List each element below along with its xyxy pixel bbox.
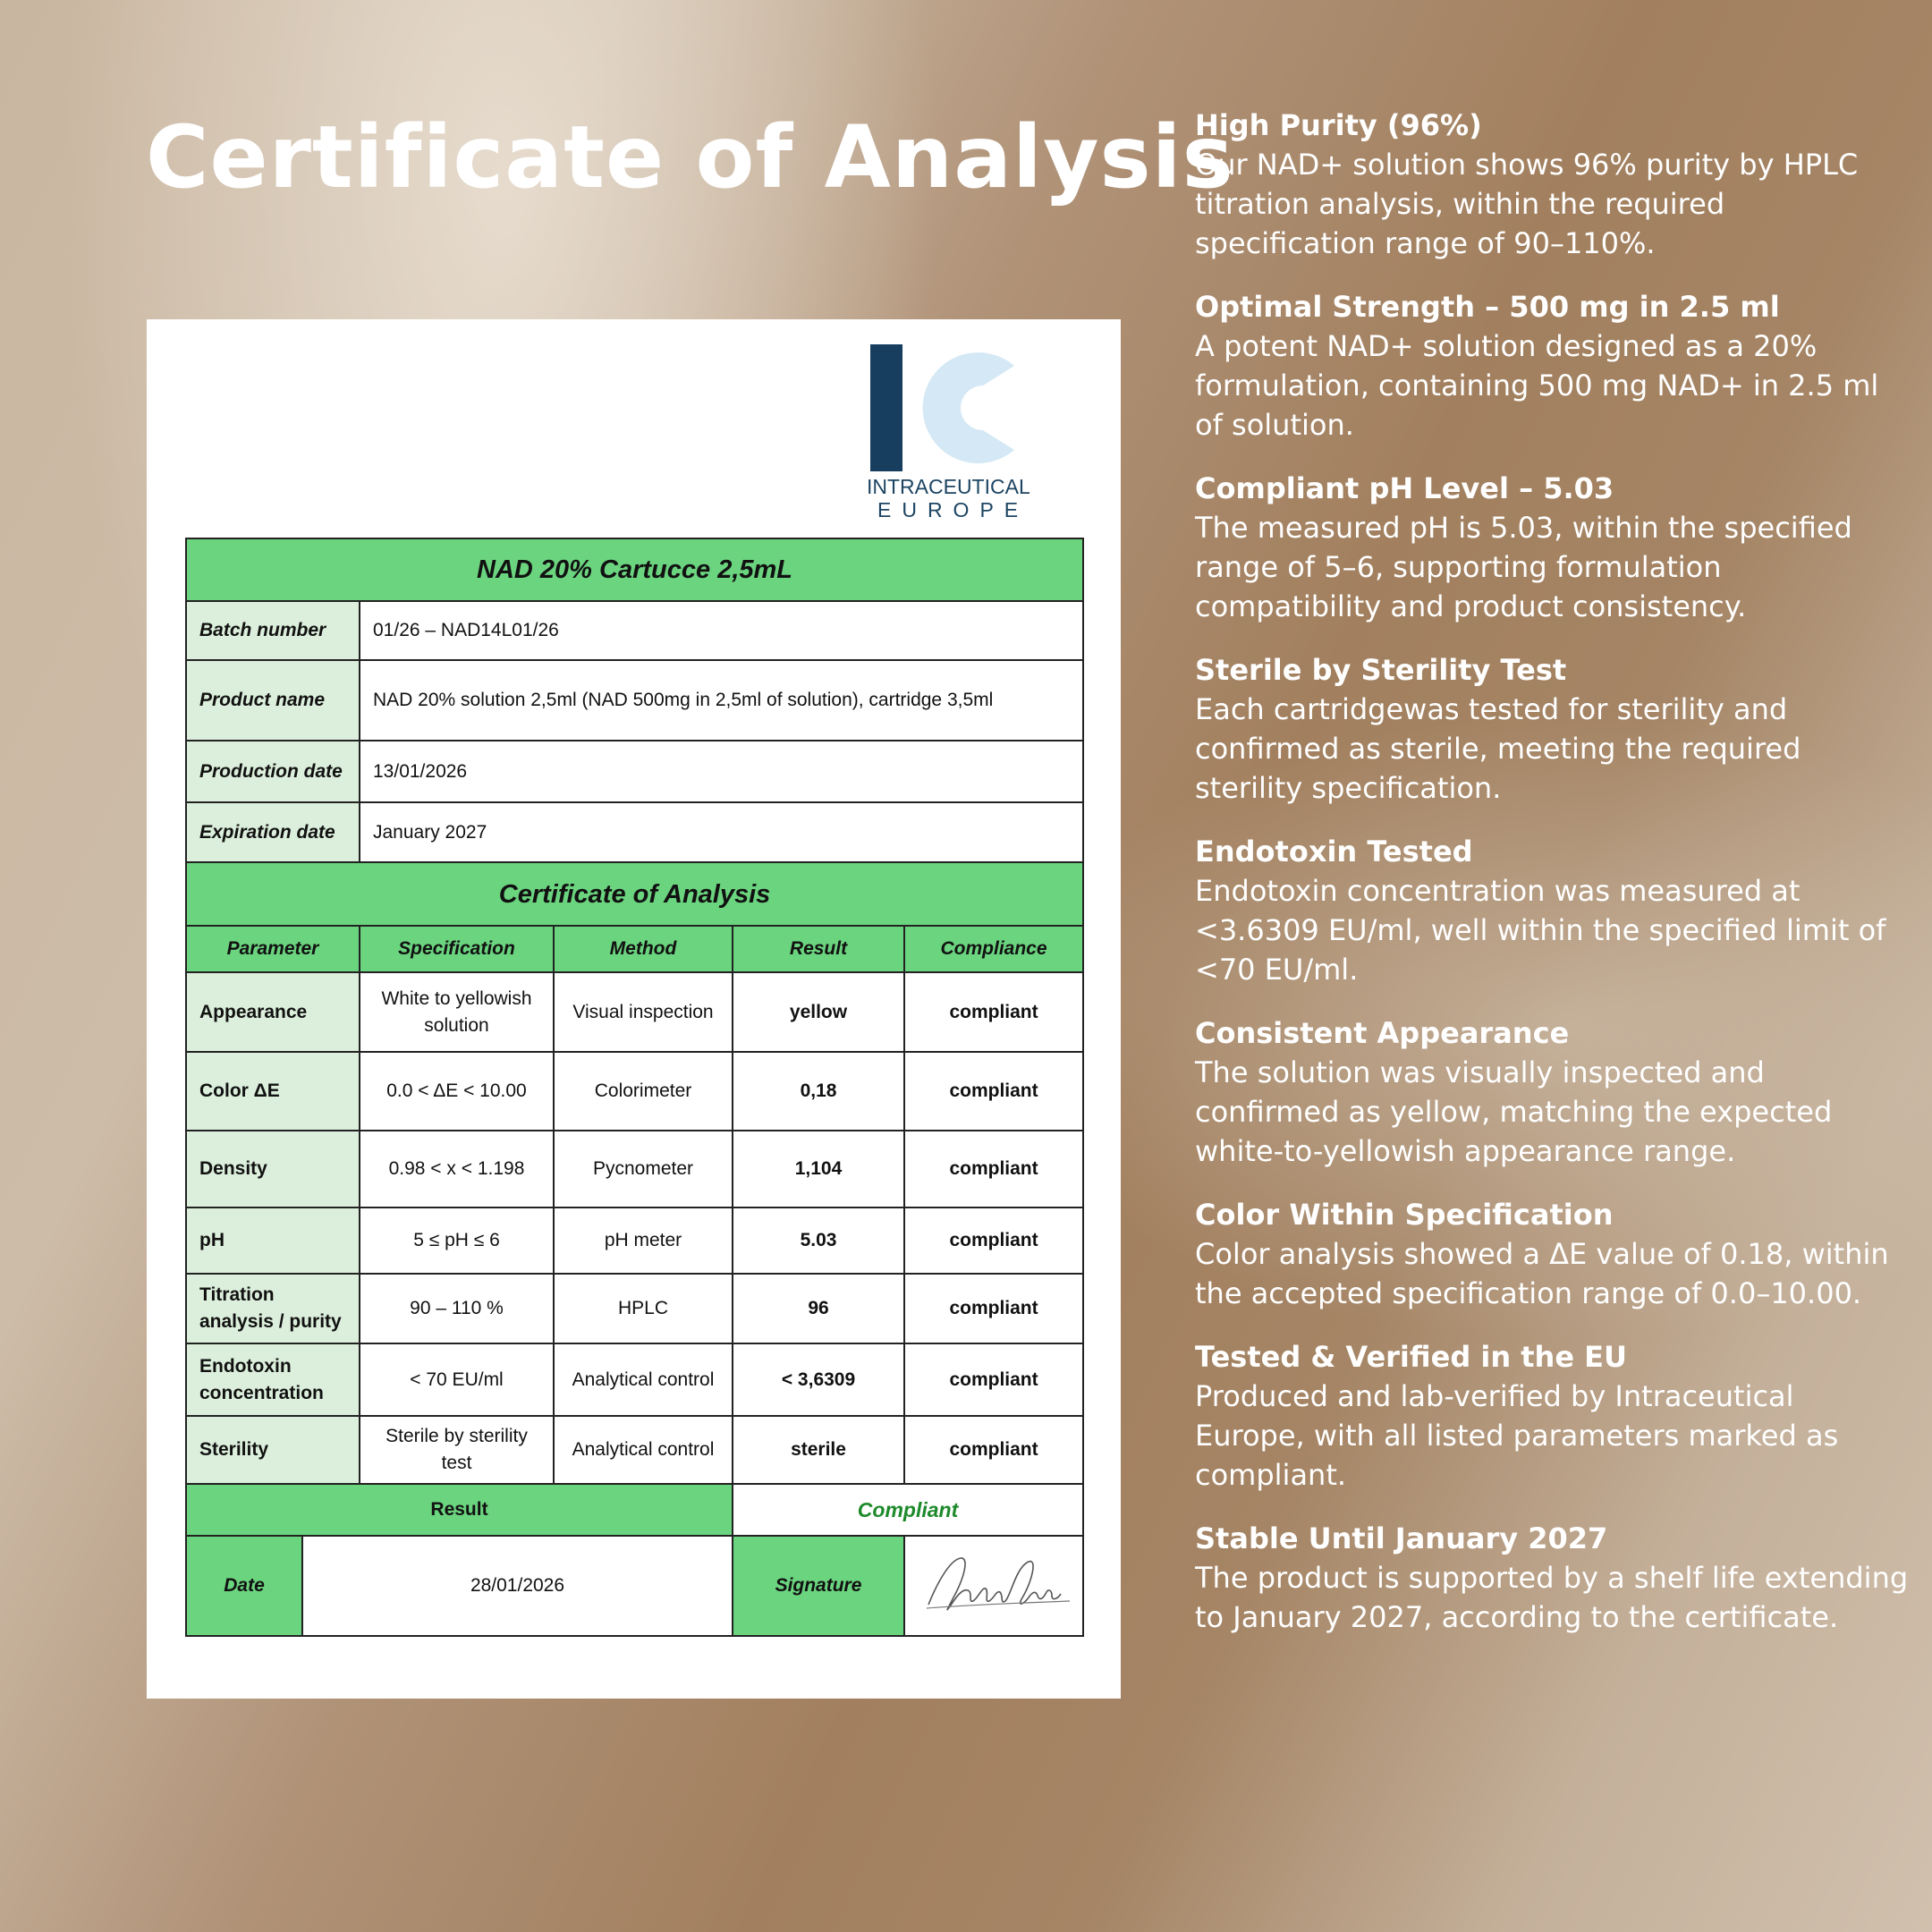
feature-item	[1195, 832, 1911, 989]
table-row	[186, 1208, 1083, 1274]
ic-logo-icon	[867, 344, 1019, 471]
parameter-cell: Appearance	[186, 972, 360, 1052]
parameter-cell: Sterility	[186, 1416, 360, 1484]
compliance-cell: compliant	[904, 1131, 1083, 1208]
compliance-cell: compliant	[904, 1208, 1083, 1274]
column-header: Compliance	[904, 926, 1083, 972]
info-label: Batch number	[186, 601, 360, 660]
parameter-cell: Titration analysis / purity	[186, 1274, 360, 1343]
compliance-cell: compliant	[904, 1052, 1083, 1131]
info-value-production-date: 13/01/2026	[360, 741, 1083, 802]
column-header: Result	[733, 926, 904, 972]
info-value-batch: 01/26 – NAD14L01/26	[360, 601, 1083, 660]
feature-item	[1195, 650, 1911, 808]
feature-list	[1195, 106, 1911, 1661]
feature-body: The measured pH is 5.03, within the specified range of 5–6, supporting formulation compatibility and product consistency.	[1195, 511, 1852, 623]
feature-title: High Purity (96%)	[1195, 108, 1482, 142]
column-header: Parameter	[186, 926, 360, 972]
specification-cell: White to yellowish solution	[360, 972, 554, 1052]
feature-title: Sterile by Sterility Test	[1195, 653, 1567, 687]
page-title: Certificate of Analysis	[146, 107, 1234, 208]
feature-item	[1195, 287, 1911, 445]
result-cell: < 3,6309	[733, 1343, 904, 1416]
table-row	[186, 1131, 1083, 1208]
table-row	[186, 1343, 1083, 1416]
feature-body: Color analysis showed a ΔE value of 0.18, within the accepted specification range of 0.0–10.00.	[1195, 1237, 1889, 1310]
method-cell: Analytical control	[554, 1343, 733, 1416]
date-value: 28/01/2026	[302, 1536, 733, 1636]
compliance-cell: compliant	[904, 972, 1083, 1052]
certificate-document	[147, 319, 1121, 1699]
feature-body: Endotoxin concentration was measured at <3.6309 EU/ml, well within the specified limit of <70 EU/ml.	[1195, 874, 1886, 987]
method-cell: Analytical control	[554, 1416, 733, 1484]
section-title: Certificate of Analysis	[186, 862, 1083, 926]
feature-body: The product is supported by a shelf life extending to January 2027, according to the certificate.	[1195, 1561, 1909, 1634]
result-cell: sterile	[733, 1416, 904, 1484]
specification-cell: 0.0 < ΔE < 10.00	[360, 1052, 554, 1131]
feature-item	[1195, 1337, 1911, 1495]
method-cell: Pycnometer	[554, 1131, 733, 1208]
parameter-cell: Density	[186, 1131, 360, 1208]
feature-title: Optimal Strength – 500 mg in 2.5 ml	[1195, 290, 1780, 324]
info-label: Expiration date	[186, 802, 360, 862]
column-header: Method	[554, 926, 733, 972]
company-logo	[867, 344, 1030, 521]
parameter-cell: Color ΔE	[186, 1052, 360, 1131]
result-cell: 1,104	[733, 1131, 904, 1208]
feature-body: Produced and lab-verified by Intraceutical Europe, with all listed parameters marked as compliant.	[1195, 1379, 1839, 1492]
feature-item	[1195, 106, 1911, 263]
signature-label: Signature	[733, 1536, 904, 1636]
method-cell: Visual inspection	[554, 972, 733, 1052]
compliance-cell: compliant	[904, 1274, 1083, 1343]
specification-cell: < 70 EU/ml	[360, 1343, 554, 1416]
feature-body: The solution was visually inspected and confirmed as yellow, matching the expected white-to-yellowish appearance range.	[1195, 1055, 1833, 1168]
info-value-expiration-date: January 2027	[360, 802, 1083, 862]
method-cell: HPLC	[554, 1274, 733, 1343]
column-header: Specification	[360, 926, 554, 972]
result-label: Result	[186, 1484, 733, 1536]
parameter-cell: Endotoxin concentration	[186, 1343, 360, 1416]
method-cell: pH meter	[554, 1208, 733, 1274]
feature-item	[1195, 469, 1911, 626]
info-label: Production date	[186, 741, 360, 802]
feature-title: Stable Until January 2027	[1195, 1521, 1608, 1555]
info-value-product: NAD 20% solution 2,5ml (NAD 500mg in 2,5ml of solution), cartridge 3,5ml	[360, 660, 1083, 741]
method-cell: Colorimeter	[554, 1052, 733, 1131]
specification-cell: 5 ≤ pH ≤ 6	[360, 1208, 554, 1274]
specification-cell: 0.98 < x < 1.198	[360, 1131, 554, 1208]
compliance-cell: compliant	[904, 1343, 1083, 1416]
table-row	[186, 1274, 1083, 1343]
certificate-table	[185, 538, 1084, 1637]
feature-body: Each cartridgewas tested for sterility and confirmed as sterile, meeting the required sterility specification.	[1195, 692, 1801, 805]
feature-title: Color Within Specification	[1195, 1198, 1614, 1232]
specification-cell: Sterile by sterility test	[360, 1416, 554, 1484]
specification-cell: 90 – 110 %	[360, 1274, 554, 1343]
compliance-cell: compliant	[904, 1416, 1083, 1484]
signature-drawing	[918, 1542, 1079, 1623]
signature-cell	[904, 1536, 1083, 1636]
result-cell: yellow	[733, 972, 904, 1052]
table-row	[186, 1052, 1083, 1131]
feature-title: Tested & Verified in the EU	[1195, 1340, 1628, 1374]
feature-body: A potent NAD+ solution designed as a 20% formulation, containing 500 mg NAD+ in 2.5 ml of solution.	[1195, 329, 1879, 442]
result-cell: 0,18	[733, 1052, 904, 1131]
logo-company-name: INTRACEUTICAL	[867, 475, 1030, 498]
result-value: Compliant	[733, 1484, 1083, 1536]
product-title: NAD 20% Cartucce 2,5mL	[186, 538, 1083, 601]
feature-title: Consistent Appearance	[1195, 1016, 1570, 1050]
feature-title: Endotoxin Tested	[1195, 835, 1473, 869]
feature-title: Compliant pH Level – 5.03	[1195, 471, 1614, 505]
result-cell: 5.03	[733, 1208, 904, 1274]
logo-company-region: EUROPE	[877, 498, 1030, 521]
feature-item	[1195, 1013, 1911, 1171]
info-label: Product name	[186, 660, 360, 741]
parameter-cell: pH	[186, 1208, 360, 1274]
date-label: Date	[186, 1536, 302, 1636]
table-row	[186, 972, 1083, 1052]
feature-item	[1195, 1195, 1911, 1313]
feature-body: Our NAD+ solution shows 96% purity by HPLC titration analysis, within the required specification range of 90–110%.	[1195, 148, 1859, 260]
table-row	[186, 1416, 1083, 1484]
result-cell: 96	[733, 1274, 904, 1343]
feature-item	[1195, 1519, 1911, 1637]
